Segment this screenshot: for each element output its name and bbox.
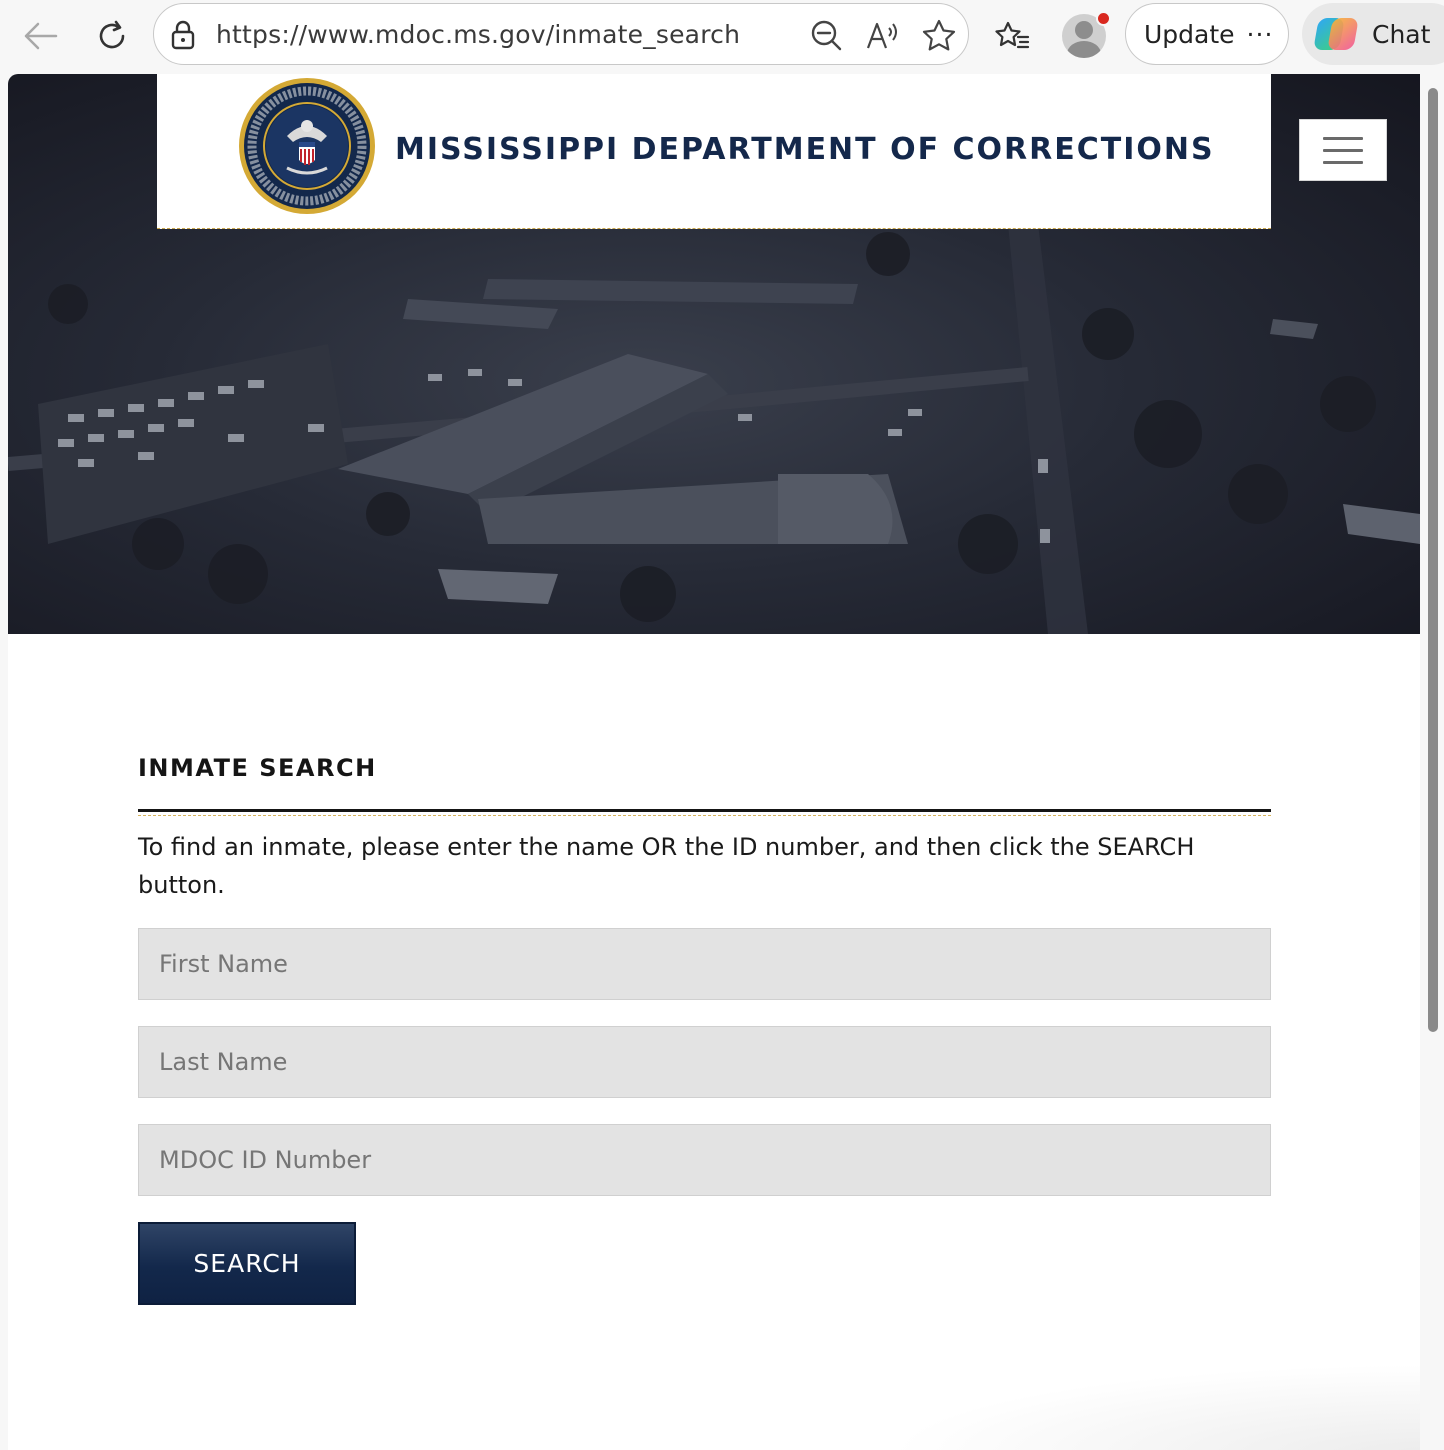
zoom-out-icon[interactable] xyxy=(809,18,843,52)
hamburger-menu-icon[interactable] xyxy=(1299,119,1387,181)
update-button[interactable] xyxy=(1125,3,1289,65)
mdoc-id-input[interactable] xyxy=(138,1124,1271,1196)
chat-label: Chat xyxy=(1372,19,1431,49)
last-name-input[interactable] xyxy=(138,1026,1271,1098)
copilot-chat-button[interactable] xyxy=(1302,3,1444,65)
title-divider xyxy=(138,809,1271,812)
address-bar[interactable] xyxy=(153,3,969,65)
site-header xyxy=(157,74,1271,229)
browser-toolbar xyxy=(0,0,1444,72)
page-viewport xyxy=(8,74,1420,1450)
lock-icon[interactable] xyxy=(170,20,196,55)
read-aloud-icon[interactable] xyxy=(866,18,900,52)
more-dots-icon: ··· xyxy=(1246,19,1274,49)
back-arrow-icon[interactable] xyxy=(18,14,62,58)
copilot-icon xyxy=(1314,14,1358,54)
hero-aerial-image xyxy=(8,74,1420,634)
section-title: INMATE SEARCH xyxy=(138,754,377,782)
gold-dashed-divider xyxy=(138,815,1271,816)
page-scrollbar[interactable] xyxy=(1420,74,1444,1450)
search-instructions: To find an inmate, please enter the name OR the ID number, and then click the SEARCH button. xyxy=(138,833,1195,899)
site-title[interactable]: MISSISSIPPI DEPARTMENT OF CORRECTIONS xyxy=(395,132,1215,167)
url-text[interactable]: https://www.mdoc.ms.gov/inmate_search xyxy=(216,20,741,49)
notification-dot xyxy=(1096,11,1111,26)
first-name-input[interactable] xyxy=(138,928,1271,1000)
mdoc-seal-logo[interactable] xyxy=(237,76,377,216)
reload-icon[interactable] xyxy=(90,14,134,58)
page-shadow xyxy=(888,1364,1420,1450)
search-button[interactable]: SEARCH xyxy=(138,1222,356,1305)
favorites-list-icon[interactable] xyxy=(990,14,1034,58)
scrollbar-thumb[interactable] xyxy=(1428,88,1438,1032)
favorite-star-icon[interactable] xyxy=(922,18,956,52)
update-label: Update xyxy=(1144,19,1235,49)
